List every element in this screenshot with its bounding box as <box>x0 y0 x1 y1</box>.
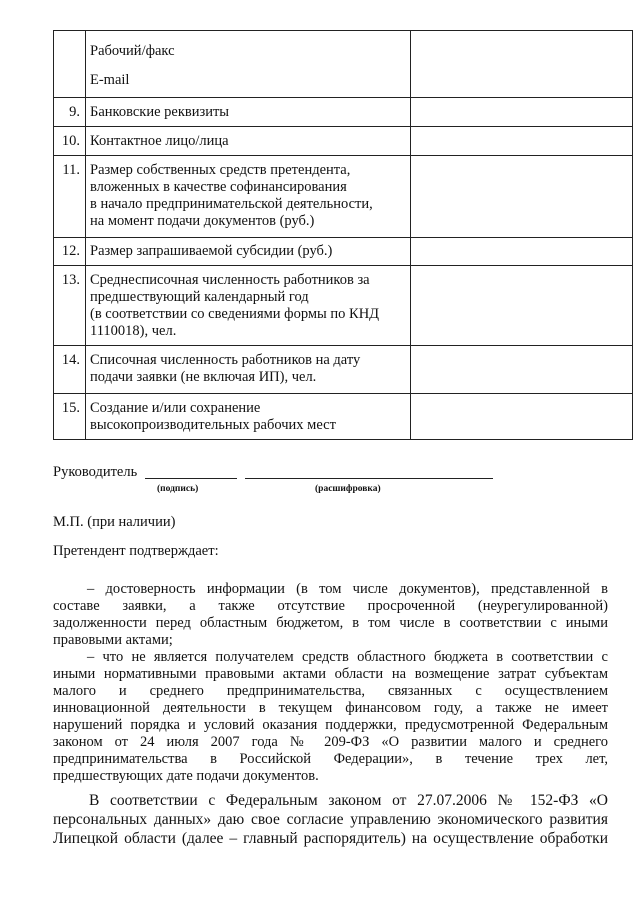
row-label-line: 1110018), чел. <box>90 323 177 339</box>
table-row <box>54 127 633 156</box>
table-row <box>54 156 633 238</box>
paragraph-line: В соответствии с Федеральным законом от 27.07.2006 № 152-ФЗ «О <box>89 792 608 809</box>
row-value-cell[interactable] <box>411 127 633 156</box>
paragraph-line: Липецкой области (далее – главный распорядитель) на осуществление обработки <box>53 830 608 847</box>
table-row <box>54 346 633 394</box>
paragraph-line: малого и среднего предпринимательства, связанных с осуществлением <box>53 683 608 699</box>
paragraph-personal-data-consent <box>53 791 608 848</box>
row-label-line: Размер запрашиваемой субсидии (руб.) <box>90 243 333 259</box>
table-row <box>54 98 633 127</box>
row-value-cell[interactable] <box>411 156 633 238</box>
signature-decoding-line[interactable] <box>245 478 493 479</box>
paragraph-line: – достоверность информации (в том числе документов), представленной в <box>87 581 608 597</box>
row-label <box>86 156 411 238</box>
table-row <box>54 31 633 98</box>
paragraph-line: задолженности перед областным бюджетом, в том числе в соответствии с иными <box>53 615 608 631</box>
paragraph-line: – что не является получателем средств областного бюджета в соответствии с <box>87 649 608 665</box>
row-value-cell[interactable] <box>411 98 633 127</box>
row-label-line: в начало предпринимательской деятельности, <box>90 196 373 212</box>
paragraph-line: предпринимательства в Российской Федерации», в течение трех лет, <box>53 751 608 767</box>
signature-block <box>53 458 613 498</box>
row-number: 12. <box>54 238 86 266</box>
row-label <box>86 394 411 440</box>
row-label <box>86 238 411 266</box>
application-form-table <box>53 30 633 440</box>
row-label <box>86 31 411 98</box>
row-label-line: Размер собственных средств претендента, <box>90 162 351 178</box>
paragraph-not-recipient <box>53 649 608 785</box>
row-label <box>86 346 411 394</box>
row-label-line: высокопроизводительных рабочих мест <box>90 417 336 433</box>
paragraph-line: нарушений порядка и условий оказания поддержки, предусмотренной Федеральным <box>53 717 608 733</box>
paragraph-line: составе заявки, а также отсутствие просроченной (неурегулированной) <box>53 598 608 614</box>
paragraph-line: предшествующих дате подачи документов. <box>53 768 319 784</box>
paragraph-line: иными нормативными правовыми актами области на возмещение затрат субъектам <box>53 666 608 682</box>
row-label <box>86 266 411 346</box>
row-label <box>86 98 411 127</box>
row-number: 11. <box>54 156 86 238</box>
row-value-cell[interactable] <box>411 394 633 440</box>
row-label-line: Банковские реквизиты <box>90 104 230 120</box>
row-label <box>86 127 411 156</box>
paragraph-line: законом от 24 июля 2007 года № 209-ФЗ «О развитии малого и среднего <box>53 734 608 750</box>
row-number: 9. <box>54 98 86 127</box>
row-value-cell[interactable] <box>411 238 633 266</box>
table-row <box>54 266 633 346</box>
row-value-cell[interactable] <box>411 266 633 346</box>
row-number: 13. <box>54 266 86 346</box>
row-label-line: Среднесписочная численность работников за <box>90 272 370 288</box>
row-label-line: подачи заявки (не включая ИП), чел. <box>90 369 317 385</box>
paragraph-line: инновационной деятельности в текущем финансовом году, а также не имеет <box>53 700 608 716</box>
row-label-line: E-mail <box>90 72 130 88</box>
paragraph-reliability <box>53 581 608 649</box>
row-number: 10. <box>54 127 86 156</box>
row-label-line: Создание и/или сохранение <box>90 400 261 416</box>
table-row <box>54 394 633 440</box>
signature-caption: (подпись) <box>157 484 199 494</box>
paragraph-line: правовыми актами; <box>53 632 173 648</box>
paragraph-line: персональных данных» даю свое согласие управлению экономического развития <box>53 811 608 828</box>
row-value-cell[interactable] <box>411 346 633 394</box>
confirm-title: Претендент подтверждает: <box>53 543 219 559</box>
row-label-line: Контактное лицо/лица <box>90 133 229 149</box>
row-label-line: (в соответствии со сведениями формы по КНД <box>90 306 380 322</box>
signature-line[interactable] <box>145 478 237 479</box>
row-label-line: вложенных в качестве софинансирования <box>90 179 347 195</box>
row-label-line: предшествующий календарный год <box>90 289 309 305</box>
table-row <box>54 238 633 266</box>
row-label-line: на момент подачи документов (руб.) <box>90 213 315 229</box>
signature-label: Руководитель <box>53 464 138 480</box>
row-label-line: Списочная численность работников на дату <box>90 352 361 368</box>
decoding-caption: (расшифровка) <box>315 484 381 494</box>
stamp-place-label: М.П. (при наличии) <box>53 514 176 530</box>
row-number: 15. <box>54 394 86 440</box>
row-value-cell[interactable] <box>411 31 633 98</box>
row-number: 14. <box>54 346 86 394</box>
row-number <box>54 31 86 98</box>
row-label-line: Рабочий/факс <box>90 43 175 59</box>
